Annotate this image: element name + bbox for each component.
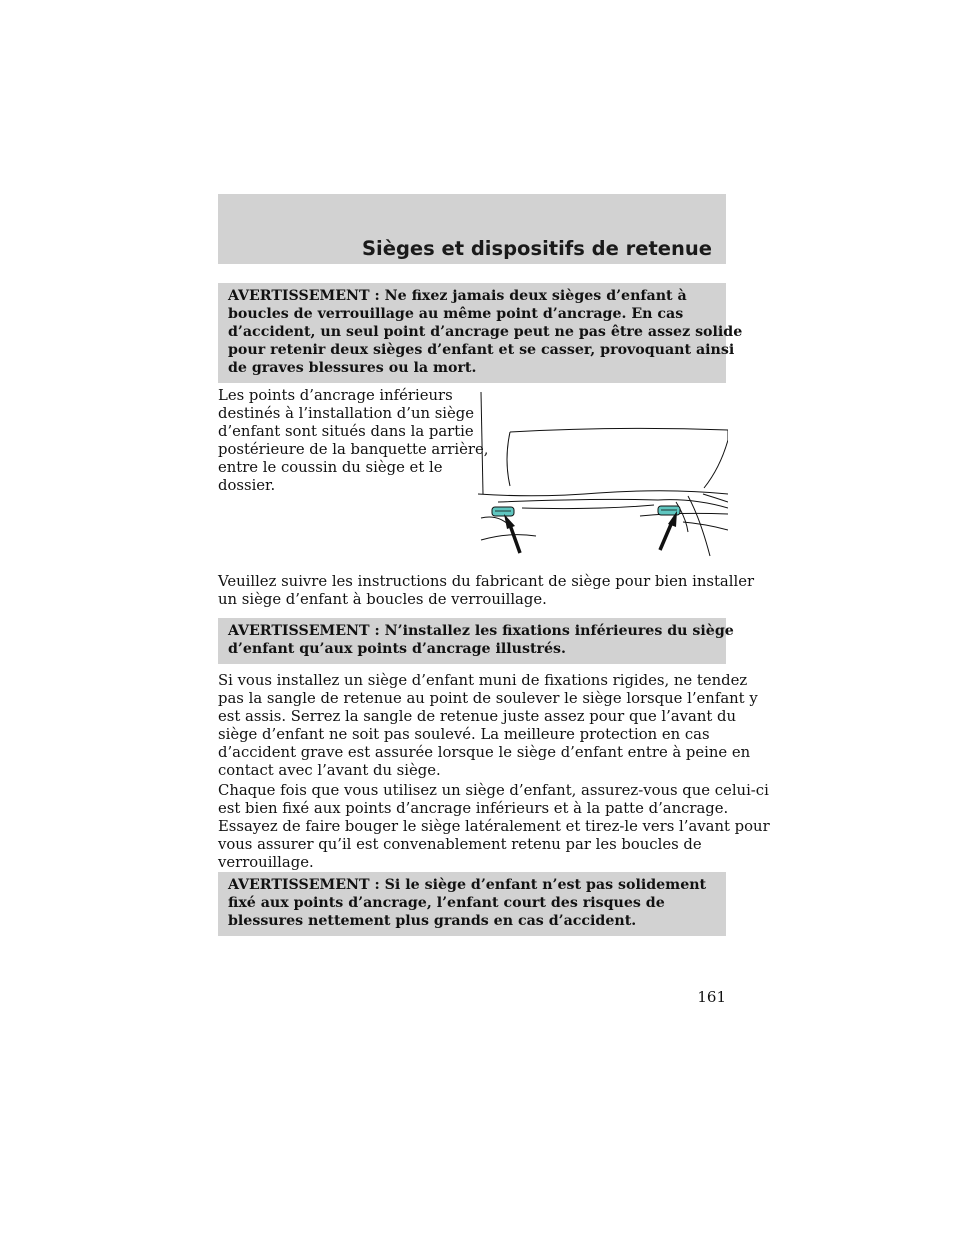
warning-line: boucles de verrouillage au même point d’ancrage. En cas	[228, 306, 684, 322]
warning-line: AVERTISSEMENT : N’installez les fixations inférieures du siège	[228, 623, 734, 639]
text-line: verrouillage.	[218, 854, 314, 871]
text-line: contact avec l’avant du siège.	[218, 762, 441, 779]
warning-line: AVERTISSEMENT : Ne fixez jamais deux sièges d’enfant à	[228, 288, 687, 304]
warning-box-3	[218, 872, 726, 936]
arrow-icon	[660, 511, 677, 550]
text-line: Chaque fois que vous utilisez un siège d’enfant, assurez-vous que celui-ci	[218, 782, 769, 799]
text-line: est assis. Serrez la sangle de retenue juste assez pour que l’avant du	[218, 708, 737, 725]
section-header-bar	[218, 194, 726, 264]
text-line: vous assurer qu’il est convenablement retenu par les boucles de	[218, 836, 702, 853]
anchor-point-icon	[492, 507, 514, 516]
text-line: d’accident grave est assurée lorsque le siège d’enfant entre à peine en	[218, 744, 751, 761]
paragraph-anchor-location	[218, 387, 488, 495]
text-line: d’enfant sont situés dans la partie	[218, 423, 474, 440]
text-line: pas la sangle de retenue au point de soulever le siège lorsque l’enfant y	[218, 690, 758, 707]
section-title: Sièges et dispositifs de retenue	[361, 237, 712, 260]
warning-line: de graves blessures ou la mort.	[228, 360, 477, 376]
warning-line: fixé aux points d’ancrage, l’enfant court des risques de	[228, 895, 665, 911]
warning-line: pour retenir deux sièges d’enfant et se casser, provoquant ainsi	[228, 342, 735, 358]
text-line: siège d’enfant ne soit pas soulevé. La meilleure protection en cas	[218, 726, 710, 743]
warning-line: d’enfant qu’aux points d’ancrage illustrés.	[228, 641, 566, 657]
warning-box-1	[218, 283, 743, 383]
warning-line: d’accident, un seul point d’ancrage peut ne pas être assez solide	[228, 324, 743, 340]
text-line: Essayez de faire bouger le siège latéralement et tirez-le vers l’avant pour	[218, 818, 770, 835]
text-line: Les points d’ancrage inférieurs	[218, 387, 453, 404]
text-line: destinés à l’installation d’un siège	[218, 405, 475, 422]
warning-line: blessures nettement plus grands en cas d’accident.	[228, 913, 637, 929]
warning-box-2	[218, 618, 734, 664]
rear-seat-illustration	[478, 390, 728, 560]
text-line: est bien fixé aux points d’ancrage inférieurs et à la patte d’ancrage.	[218, 800, 729, 817]
text-line: postérieure de la banquette arrière,	[218, 441, 489, 458]
arrow-icon	[504, 514, 520, 553]
paragraph-manufacturer-instructions	[218, 573, 754, 609]
warning-line: AVERTISSEMENT : Si le siège d’enfant n’est pas solidement	[228, 877, 707, 893]
text-line: entre le coussin du siège et le	[218, 459, 443, 476]
paragraph-check-fixation	[218, 782, 770, 872]
text-line: dossier.	[218, 477, 276, 494]
text-line: Si vous installez un siège d’enfant muni de fixations rigides, ne tendez	[218, 672, 748, 689]
paragraph-rigid-attachments	[218, 672, 758, 780]
page-number: 161	[697, 988, 726, 1006]
text-line: un siège d’enfant à boucles de verrouillage.	[218, 591, 547, 608]
text-line: Veuillez suivre les instructions du fabricant de siège pour bien installer	[218, 573, 755, 590]
